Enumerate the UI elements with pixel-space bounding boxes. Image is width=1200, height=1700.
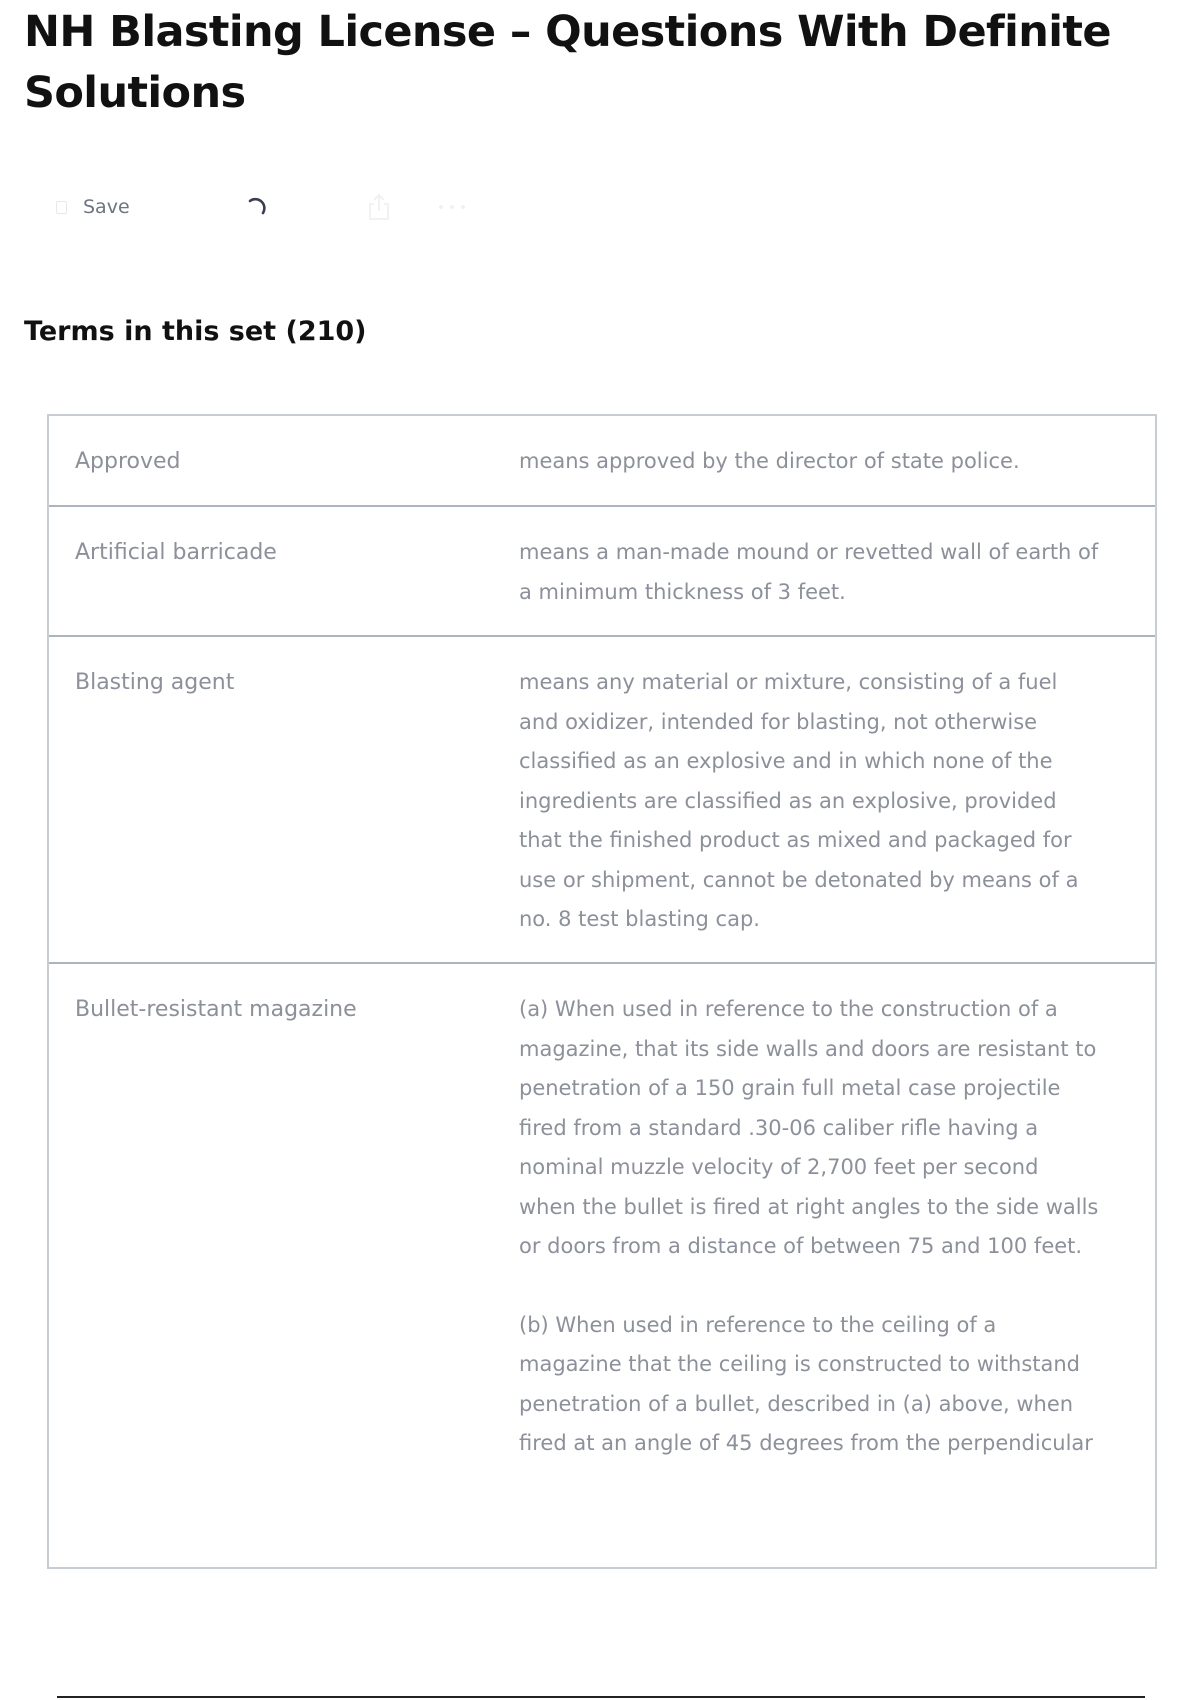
term-text: Approved (75, 449, 181, 474)
share-button[interactable] (366, 186, 392, 228)
terms-table (47, 414, 1157, 1569)
term-text: Bullet-resistant magazine (75, 997, 357, 1022)
table-row (49, 637, 1155, 964)
term-text: Artificial barricade (75, 540, 277, 565)
share-icon (366, 192, 392, 222)
definition-text: means a man-made mound or revetted wall of earth of a minimum thickness of 3 feet. (519, 540, 1099, 604)
table-row (49, 507, 1155, 637)
definition-text: (b) When used in reference to the ceiling of a magazine that the ceiling is constructed to withstand penetration of a bullet, described in (a) above, when fired at an angle of 45 degrees from the perpendicular (519, 1312, 1093, 1455)
definition-cell (519, 507, 1119, 635)
definition-text: means approved by the director of state police. (519, 449, 1020, 473)
definition-text: means any material or mixture, consisting of a fuel and oxidizer, intended for blasting, not otherwise classified as an explosive and in which none of the ingredients are classified as an explosive, provided that the finished product as mixed and packaged for use or shipment, cannot be detonated by means of a no. 8 test blasting cap. (519, 670, 1079, 931)
page-title: NH Blasting License – Questions With Definite Solutions (24, 7, 1111, 118)
bookmark-icon (56, 201, 67, 214)
save-button-label: Save (83, 196, 130, 218)
spinner-icon (244, 186, 270, 228)
save-button[interactable] (56, 186, 130, 228)
bottom-divider (57, 1696, 1145, 1698)
toolbar (56, 186, 516, 228)
table-row (49, 416, 1155, 507)
terms-count-heading: Terms in this set (210) (24, 316, 367, 347)
definition-cell (519, 637, 1119, 962)
more-icon (436, 203, 468, 211)
definition-cell (519, 964, 1119, 1567)
definition-cell (519, 416, 1119, 505)
more-button[interactable] (436, 186, 468, 228)
term-text: Blasting agent (75, 670, 235, 695)
table-row (49, 964, 1155, 1567)
definition-text: (a) When used in reference to the construction of a magazine, that its side walls and doors are resistant to penetration of a 150 grain full metal case projectile fired from a standard .30-06 caliber rifle having a nominal muzzle velocity of 2,700 feet per second when the bullet is fired at right angles to the side walls or doors from a distance of between 75 and 100 feet. (519, 997, 1099, 1258)
